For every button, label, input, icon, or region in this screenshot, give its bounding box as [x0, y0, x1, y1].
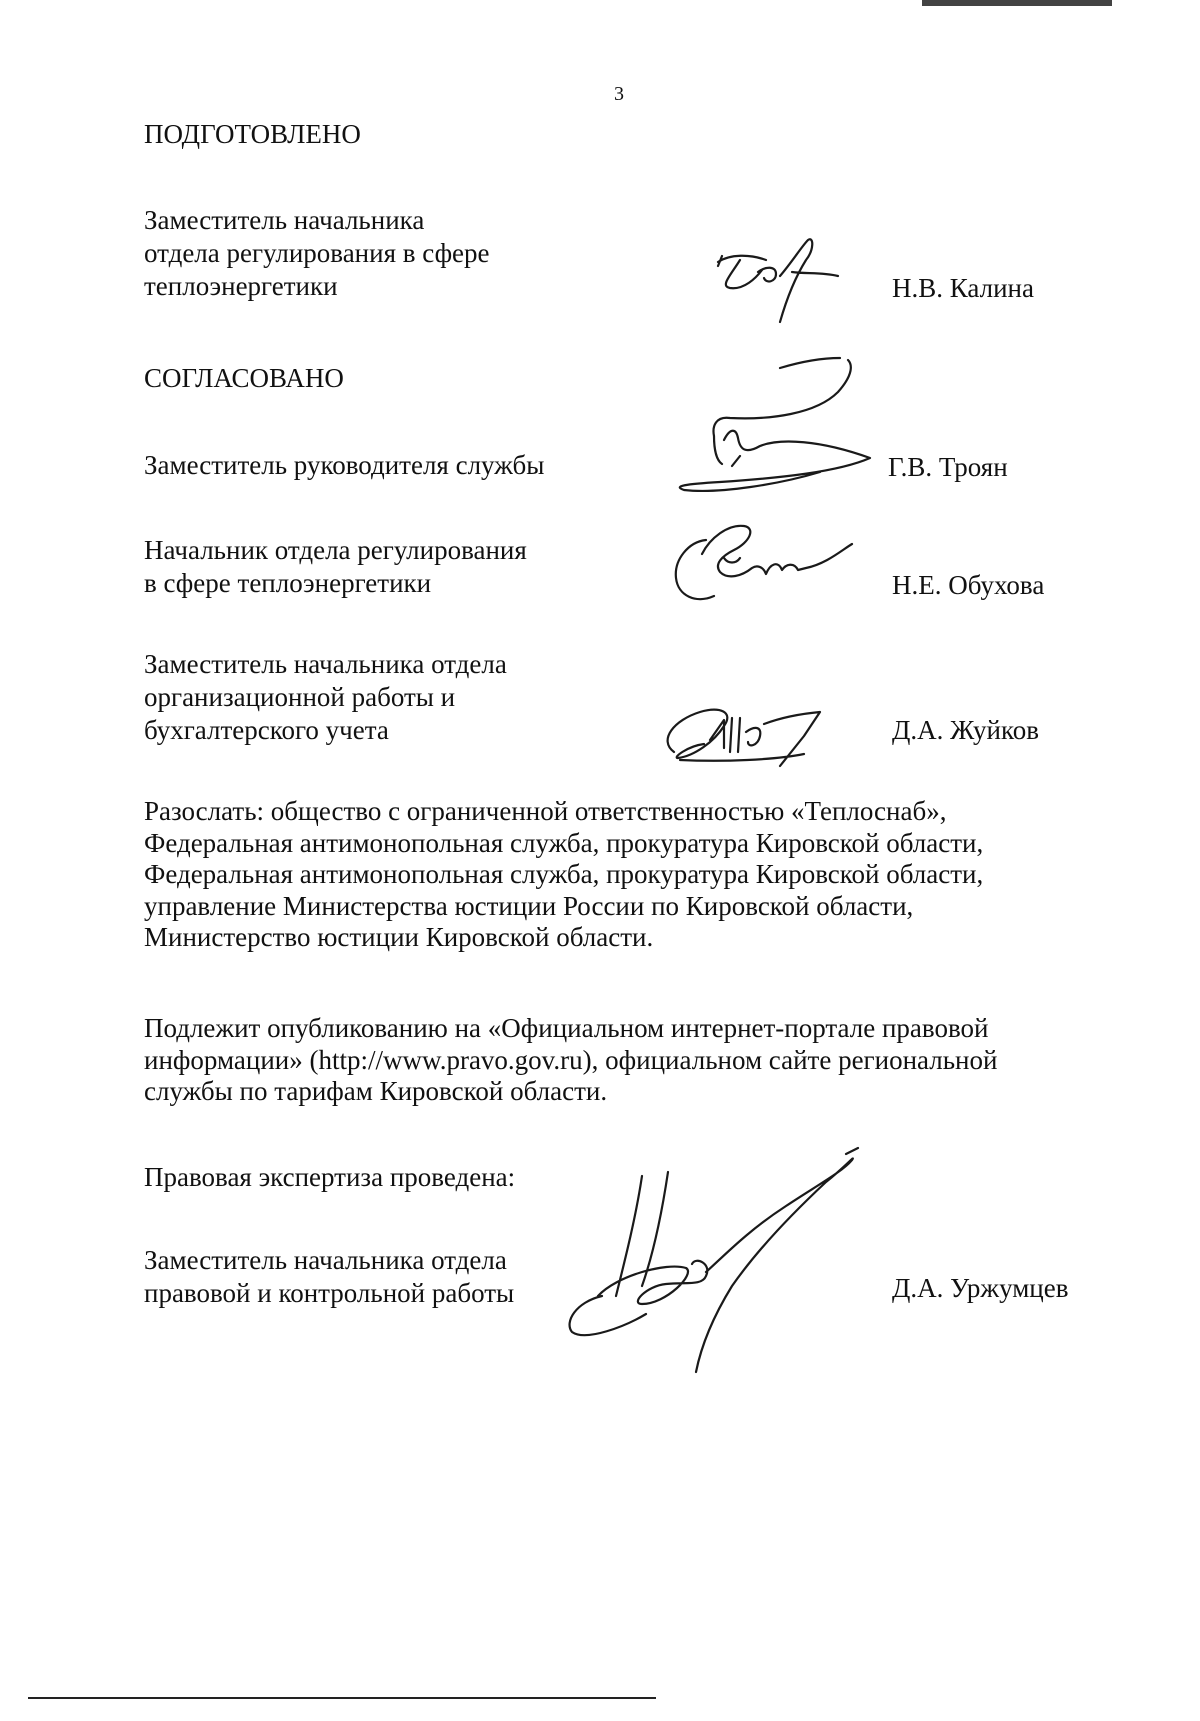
- distribution-line: Федеральная антимонопольная служба, прокуратура Кировской области,: [144, 827, 984, 858]
- publication-line: службы по тарифам Кировской области.: [144, 1076, 608, 1106]
- scan-artifact-bottom: [28, 1697, 656, 1699]
- prepared-position-line: Заместитель начальника: [144, 205, 425, 235]
- agreed-heading: СОГЛАСОВАНО: [144, 363, 344, 393]
- signer-position-line: Заместитель руководителя службы: [144, 450, 545, 480]
- distribution-line: управление Министерства юстиции России по Кировской области,: [144, 890, 914, 921]
- signer-position-line: Заместитель начальника отдела: [144, 649, 507, 679]
- signature-zhuykov: [644, 696, 844, 776]
- signer-1-name: Г.В. Троян: [888, 452, 1008, 482]
- page-number: 3: [614, 83, 624, 105]
- prepared-position: [144, 204, 490, 303]
- legal-review-name: Д.А. Уржумцев: [892, 1273, 1069, 1303]
- prepared-name: Н.В. Калина: [892, 273, 1034, 303]
- signature-troyan: [660, 354, 900, 524]
- distribution-line: Министерство юстиции Кировской области.: [144, 922, 654, 952]
- distribution-list: [144, 796, 1094, 954]
- signature-kalina: [710, 232, 860, 332]
- publication-line: Подлежит опубликованию на «Официальном интернет-портале правовой: [144, 1013, 989, 1043]
- signer-position-line: бухгалтерского учета: [144, 715, 389, 745]
- legal-review-heading: Правовая экспертиза проведена:: [144, 1162, 516, 1192]
- prepared-position-line: теплоэнергетики: [144, 271, 338, 301]
- scan-artifact-top: [922, 0, 1112, 6]
- signer-position-line: Начальник отдела регулирования: [144, 535, 527, 565]
- signer-3-name: Д.А. Жуйков: [892, 715, 1039, 745]
- distribution-line: Федеральная антимонопольная служба, прокуратура Кировской области,: [144, 859, 984, 889]
- signer-position-line: организационной работы и: [144, 682, 456, 712]
- publication-line: информации» (http://www.pravo.gov.ru), официальном сайте региональной: [144, 1044, 998, 1075]
- signer-position-line: в сфере теплоэнергетики: [144, 568, 432, 598]
- legal-review-position-line: правовой и контрольной работы: [144, 1278, 515, 1308]
- signer-3-position: [144, 648, 507, 747]
- signer-2-name: Н.Е. Обухова: [892, 570, 1045, 600]
- signer-1-position: [144, 449, 544, 482]
- distribution-line: Разослать: общество с ограниченной ответственностью «Теплоснаб»,: [144, 796, 947, 826]
- legal-review-position: [144, 1244, 514, 1310]
- prepared-heading: ПОДГОТОВЛЕНО: [144, 119, 361, 149]
- signature-urzhumtsev: [546, 1146, 906, 1376]
- prepared-position-line: отдела регулирования в сфере: [144, 238, 490, 268]
- signature-obukhova: [666, 520, 866, 610]
- legal-review-position-line: Заместитель начальника отдела: [144, 1245, 507, 1275]
- publication-note: [144, 1013, 1094, 1108]
- signer-2-position: [144, 534, 527, 600]
